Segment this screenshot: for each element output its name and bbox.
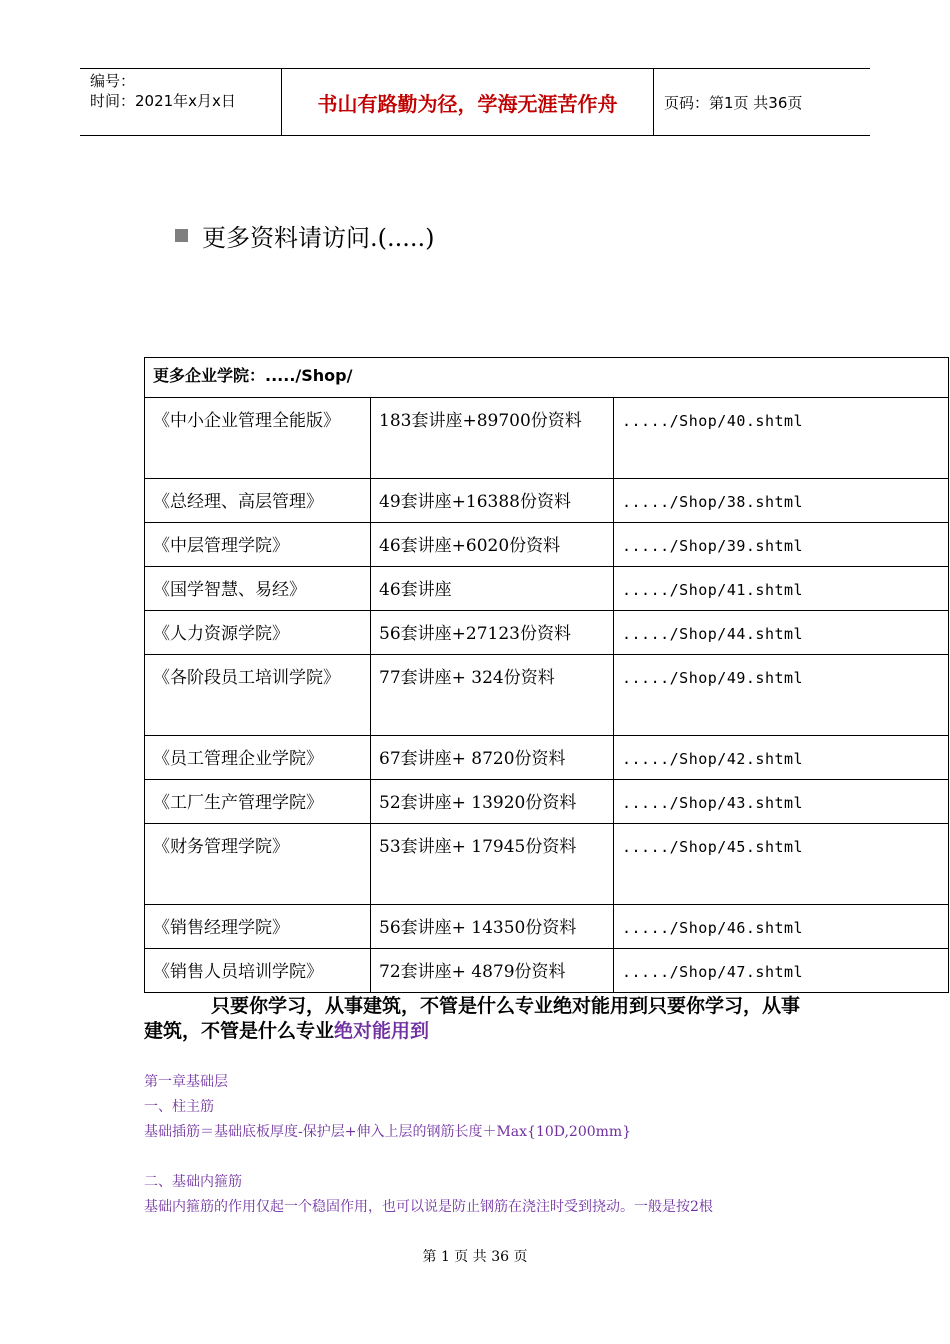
row-link[interactable]: ...../Shop/49.shtml xyxy=(614,655,949,736)
chapter-title: 第一章基础层 xyxy=(144,1074,228,1090)
page-header xyxy=(80,68,870,136)
row-name: 《销售人员培训学院》 xyxy=(145,949,371,993)
visit-text: 更多资料请访问.(.....) xyxy=(202,224,435,252)
row-name: 《销售经理学院》 xyxy=(145,905,371,949)
row-detail: 46套讲座 xyxy=(371,567,614,611)
section-heading: 一、柱主筋 xyxy=(144,1099,214,1115)
row-detail: 46套讲座+6020份资料 xyxy=(371,523,614,567)
row-link[interactable]: ...../Shop/42.shtml xyxy=(614,736,949,780)
header-meta xyxy=(80,69,282,135)
table-row xyxy=(145,655,949,736)
row-detail: 72套讲座+ 4879份资料 xyxy=(371,949,614,993)
table-row xyxy=(145,905,949,949)
bold-paragraph-highlight: 绝对能用到 xyxy=(334,1020,430,1042)
row-detail: 56套讲座+ 14350份资料 xyxy=(371,905,614,949)
row-detail: 53套讲座+ 17945份资料 xyxy=(371,824,614,905)
row-detail: 183套讲座+89700份资料 xyxy=(371,398,614,479)
row-name: 《中层管理学院》 xyxy=(145,523,371,567)
table-row xyxy=(145,824,949,905)
row-link[interactable]: ...../Shop/43.shtml xyxy=(614,780,949,824)
row-link[interactable]: ...../Shop/40.shtml xyxy=(614,398,949,479)
page-footer: 第 1 页 共 36 页 xyxy=(422,1249,528,1265)
time-label: 时间：2021年x月x日 xyxy=(90,92,236,110)
formula-text: 基础插筋＝基础底板厚度-保护层+伸入上层的钢筋长度＋Max{10D,200mm} xyxy=(144,1124,632,1140)
academy-table xyxy=(144,357,949,993)
number-label: 编号： xyxy=(90,72,136,90)
row-link[interactable]: ...../Shop/38.shtml xyxy=(614,479,949,523)
row-name: 《各阶段员工培训学院》 xyxy=(145,655,371,736)
row-link[interactable]: ...../Shop/47.shtml xyxy=(614,949,949,993)
visit-line xyxy=(175,218,435,253)
square-bullet-icon xyxy=(175,229,188,242)
row-link[interactable]: ...../Shop/46.shtml xyxy=(614,905,949,949)
row-link[interactable]: ...../Shop/39.shtml xyxy=(614,523,949,567)
row-name: 《财务管理学院》 xyxy=(145,824,371,905)
row-name: 《员工管理企业学院》 xyxy=(145,736,371,780)
body-paragraph: 基础内箍筋的作用仅起一个稳固作用，也可以说是防止钢筋在浇注时受到挠动。一般是按2根 xyxy=(144,1199,713,1215)
row-name: 《人力资源学院》 xyxy=(145,611,371,655)
header-page-info: 页码：第1页 共36页 xyxy=(664,93,803,112)
table-row xyxy=(145,398,949,479)
row-name: 《国学智慧、易经》 xyxy=(145,567,371,611)
row-detail: 52套讲座+ 13920份资料 xyxy=(371,780,614,824)
row-name: 《工厂生产管理学院》 xyxy=(145,780,371,824)
bold-paragraph xyxy=(144,994,804,1044)
table-row xyxy=(145,736,949,780)
row-detail: 77套讲座+ 324份资料 xyxy=(371,655,614,736)
section-heading: 二、基础内箍筋 xyxy=(144,1174,242,1190)
row-link[interactable]: ...../Shop/44.shtml xyxy=(614,611,949,655)
row-link[interactable]: ...../Shop/41.shtml xyxy=(614,567,949,611)
row-detail: 67套讲座+ 8720份资料 xyxy=(371,736,614,780)
table-row xyxy=(145,523,949,567)
row-name: 《中小企业管理全能版》 xyxy=(145,398,371,479)
row-detail: 49套讲座+16388份资料 xyxy=(371,479,614,523)
table-row xyxy=(145,780,949,824)
row-name: 《总经理、高层管理》 xyxy=(145,479,371,523)
bold-paragraph-main: 只要你学习，从事建筑，不管是什么专业绝对能用到只要你学习，从事建筑，不管是什么专业 xyxy=(144,995,801,1042)
table-row xyxy=(145,949,949,993)
header-motto: 书山有路勤为径，学海无涯苦作舟 xyxy=(282,69,654,135)
table-header: 更多企业学院：...../Shop/ xyxy=(145,358,949,398)
table-row xyxy=(145,479,949,523)
row-link[interactable]: ...../Shop/45.shtml xyxy=(614,824,949,905)
row-detail: 56套讲座+27123份资料 xyxy=(371,611,614,655)
table-row xyxy=(145,567,949,611)
table-row xyxy=(145,611,949,655)
